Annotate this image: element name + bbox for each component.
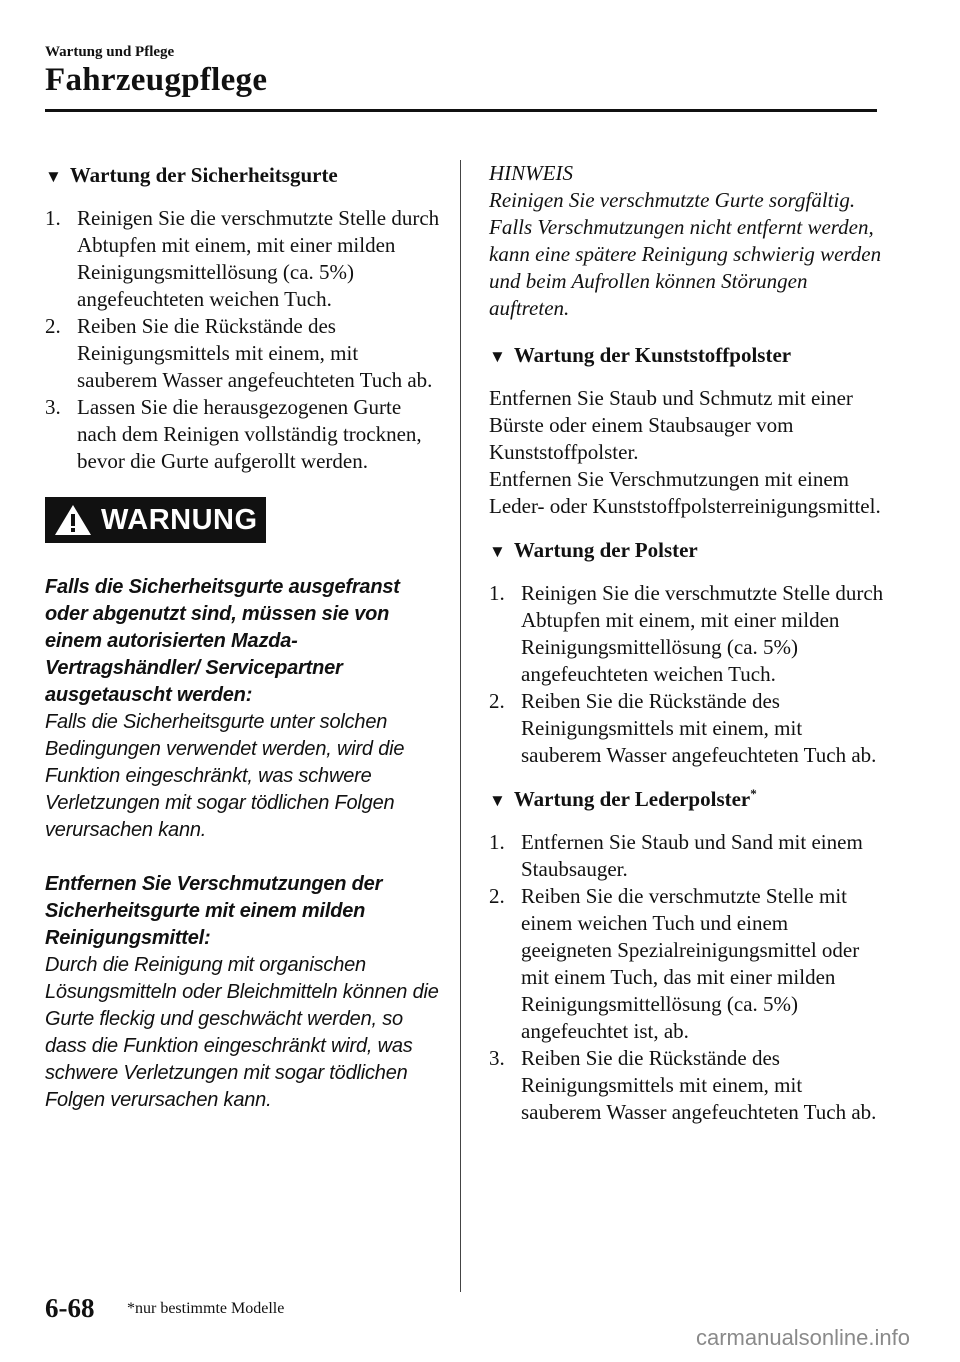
list-item: 2. Reiben Sie die verschmutzte Stelle mit einem weichen Tuch und einem geeigneten Spezialreinigungsmittel oder mit einem Tuch, das mit einer milden Reinigungsmittellösung (ca. 5%) angefeuchtet ist, ab. [489, 884, 860, 1043]
note-text: Reinigen Sie verschmutzte Gurte sorgfältig. Falls Verschmutzungen nicht entfernt werden, kann eine spätere Reinigung schwierig werden und beim Aufrollen können Störungen auftreten. [489, 188, 882, 320]
list-item: 1. Reinigen Sie die verschmutzte Stelle durch Abtupfen mit einem, mit einer milden Reinigungsmittellösung (ca. 5%) angefeuchteten weichen Tuch. [45, 206, 440, 311]
warning-bold-2: Entfernen Sie Verschmutzungen der Sicherheitsgurte mit einem milden Reinigungsmittel: [45, 873, 383, 949]
plastic-text-2: Entfernen Sie Verschmutzungen mit einem Leder- oder Kunststoffpolsterreinigungsmittel. [489, 467, 881, 518]
page-number: 6-68 [45, 1293, 95, 1323]
warning-triangle-icon [53, 503, 93, 537]
triangle-down-icon: ▼ [489, 347, 506, 366]
triangle-down-icon: ▼ [45, 167, 62, 186]
watermark: carmanualsonline.info [695, 1325, 910, 1350]
note-title: HINWEIS [489, 161, 573, 185]
triangle-down-icon: ▼ [489, 791, 506, 810]
footnote: *nur bestimmte Modelle [127, 1300, 285, 1317]
left-column [45, 160, 440, 1114]
warning-bold-1: Falls die Sicherheitsgurte ausgefranst oder abgenutzt sind, müssen sie von einem autorisierten Mazda-Vertragshändler/ Servicepartner ausgetauscht werden: [45, 576, 400, 706]
triangle-down-icon: ▼ [489, 542, 506, 561]
model-footnote-mark: * [750, 786, 757, 801]
warning-text-2: Durch die Reinigung mit organischen Lösungsmitteln oder Bleichmitteln können die Gurte fleckig und geschwächt werden, so dass die Funktion eingeschränkt wird, was schwere Verletzungen mit sogar tödlichen Folgen verursachen kann. [45, 954, 439, 1111]
list-item: 1. Entfernen Sie Staub und Sand mit einem Staubsauger. [489, 830, 863, 881]
list-item: 2. Reiben Sie die Rückstände des Reinigungsmittels mit einem, mit sauberem Wasser angefeuchteten Tuch ab. [45, 314, 433, 392]
seatbelt-heading: ▼ Wartung der Sicherheitsgurte [45, 163, 338, 187]
warning-text-1: Falls die Sicherheitsgurte unter solchen Bedingungen verwendet werden, wird die Funktion eingeschränkt, was schwere Verletzungen mit sogar tödlichen Folgen verursachen kann. [45, 711, 405, 841]
section-title: Wartung und Pflege [45, 44, 175, 60]
list-item: 3. Lassen Sie die herausgezogenen Gurte nach dem Reinigen vollständig trocknen, bevor die Gurte aufgerollt werden. [45, 395, 422, 473]
upholstery-heading: ▼ Wartung der Polster [489, 538, 698, 562]
leather-steps [489, 829, 884, 1126]
right-column [489, 160, 884, 1126]
leather-heading: ▼ Wartung der Lederpolster* [489, 786, 757, 811]
header-rule [45, 109, 877, 112]
column-divider [460, 160, 461, 1292]
upholstery-steps [489, 580, 884, 769]
list-item: 2. Reiben Sie die Rückstände des Reinigungsmittels mit einem, mit sauberem Wasser angefeuchteten Tuch ab. [489, 689, 877, 767]
list-item: 3. Reiben Sie die Rückstände des Reinigungsmittels mit einem, mit sauberem Wasser angefeuchteten Tuch ab. [489, 1046, 877, 1124]
list-item: 1. Reinigen Sie die verschmutzte Stelle durch Abtupfen mit einem, mit einer milden Reinigungsmittellösung (ca. 5%) angefeuchteten weichen Tuch. [489, 581, 884, 686]
chapter-title: Fahrzeugpflege [45, 62, 268, 98]
seatbelt-steps [45, 205, 440, 475]
warning-label: WARNUNG [45, 497, 266, 543]
plastic-text-1: Entfernen Sie Staub und Schmutz mit einer Bürste oder einem Staubsauger vom Kunststoffpolster. [489, 386, 853, 464]
plastic-heading: ▼ Wartung der Kunststoffpolster [489, 343, 792, 367]
